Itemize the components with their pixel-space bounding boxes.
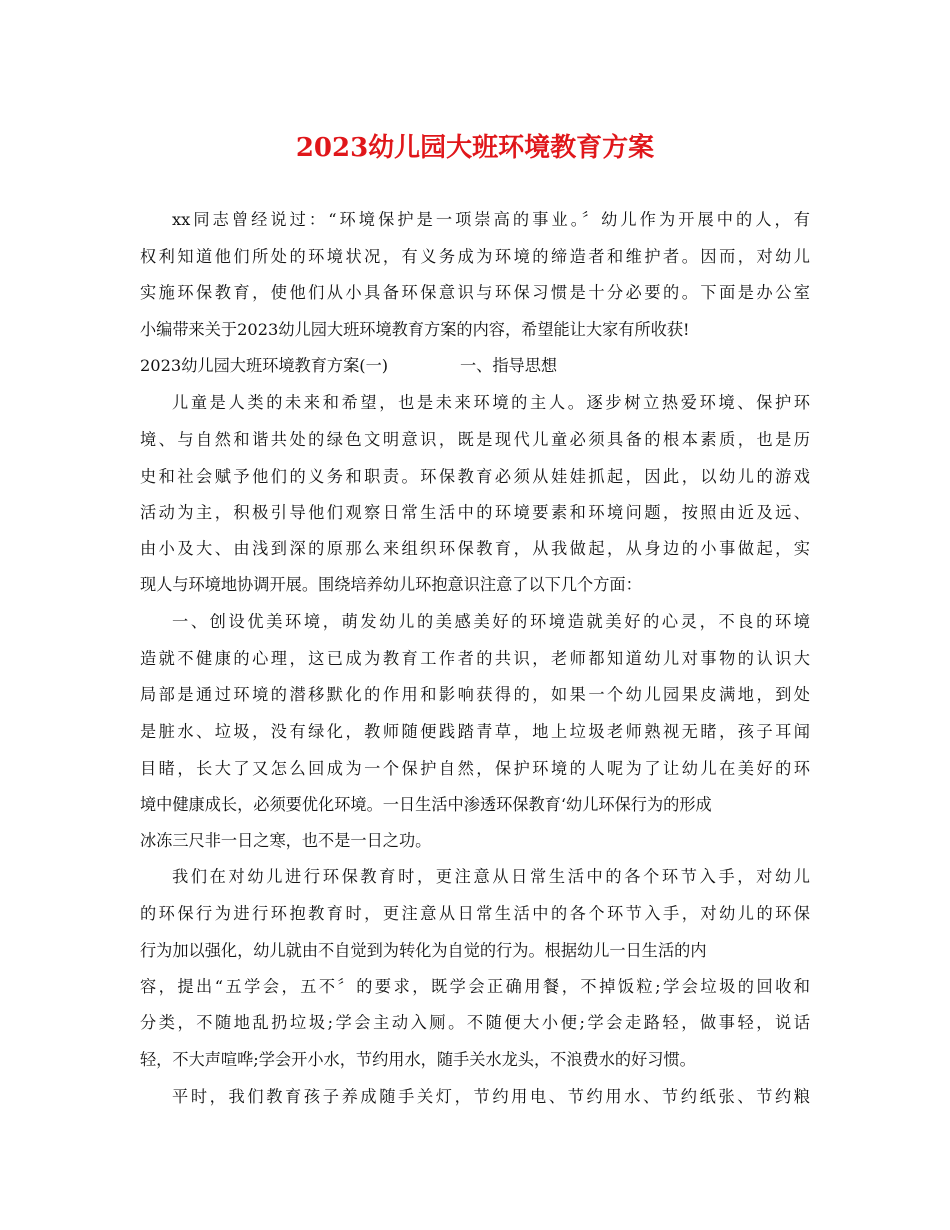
paragraph2-line-6: 境中健康成长，必须要优化环境。一日生活中渗透环保教育‘幼儿环保行为的形成 [140, 795, 712, 814]
paragraph2-line-3: 局部是通过环境的潜移默化的作用和影响获得的，如果一个幼儿园果皮满地，到处 [140, 685, 810, 704]
paragraph3-line-5: 分类，不随地乱扔垃圾;学会主动入厕。不随便大小便;学会走路轻，做事轻，说话 [140, 1013, 810, 1032]
paragraph2-line-2: 造就不健康的心理，这已成为教育工作者的共识，老师都知道幼儿对事物的认识大 [140, 649, 810, 668]
paragraph4-line-1: 平时，我们教育孩子养成随手关灯，节约用电、节约用水、节约纸张、节约粮 [172, 1087, 810, 1106]
paragraph2-line-4: 是脏水、垃圾，没有绿化，教师随便践踏青草，地上垃圾老师熟视无睹，孩子耳闻 [140, 722, 810, 741]
paragraph2-line-1: 一、创设优美环境，萌发幼儿的美感美好的环境造就美好的心灵，不良的环境 [172, 612, 810, 631]
paragraph1-line-4: 活动为主，积极引导他们观察日常生活中的环境要素和环境问题，按照由近及远、 [140, 503, 810, 522]
paragraph3-line-4: 容，提出“五学会，五不〞的要求，既学会正确用餐，不掉饭粒;学会垃圾的回收和 [140, 977, 810, 996]
intro-line-4: 小编带来关于2023幼儿园大班环境教育方案的内容，希望能让大家有所收获! [140, 320, 690, 339]
intro-line-2: 权利知道他们所处的环境状况，有义务成为环境的缔造者和维护者。因而，对幼儿 [140, 247, 810, 266]
paragraph1-line-1: 儿童是人类的未来和希望，也是未来环境的主人。逐步树立热爱环境、保护环 [172, 393, 810, 412]
section-subheading: 一、指导思想 [460, 356, 558, 375]
section-heading: 2023幼儿园大班环境教育方案(一) [140, 356, 389, 375]
paragraph3-line-6: 轻，不大声喧哗;学会开小水，节约用水，随手关水龙头，不浪费水的好习惯。 [140, 1050, 696, 1069]
intro-line-3: 实施环保教育，使他们从小具备环保意识与环保习惯是十分必要的。下面是办公室 [140, 283, 810, 302]
paragraph1-line-2: 境、与自然和谐共处的绿色文明意识，既是现代儿童必须具备的根本素质，也是历 [140, 430, 810, 449]
paragraph3-line-2: 的环保行为进行环抱教育时，更注意从日常生活中的各个环节入手，对幼儿的环保 [140, 904, 810, 923]
paragraph1-line-5: 由小及大、由浅到深的原那么来组织环保教育，从我做起，从身边的小事做起，实 [140, 539, 810, 558]
paragraph1-line-3: 史和社会赋予他们的义务和职责。环保教育必须从娃娃抓起，因此，以幼儿的游戏 [140, 467, 810, 486]
paragraph2-line-7: 冰冻三尺非一日之寒，也不是一日之功。 [140, 831, 432, 850]
paragraph3-line-3: 行为加以强化，幼儿就由不自觉到为转化为自觉的行为。根据幼儿一日生活的内 [140, 941, 707, 960]
paragraph3-line-1: 我们在对幼儿进行环保教育时，更注意从日常生活中的各个环节入手，对幼儿 [172, 867, 810, 886]
intro-line-1: xx同志曾经说过：“环境保护是一项崇高的事业。〞幼儿作为开展中的人，有 [172, 210, 810, 229]
paragraph1-line-6: 现人与环境地协调开展。围绕培养幼儿环抱意识注意了以下几个方面： [140, 575, 642, 594]
paragraph2-line-5: 目睹，长大了又怎么回成为一个保护自然，保护环境的人呢为了让幼儿在美好的环 [140, 759, 810, 778]
document-title: 2023幼儿园大班环境教育方案 [295, 133, 655, 163]
